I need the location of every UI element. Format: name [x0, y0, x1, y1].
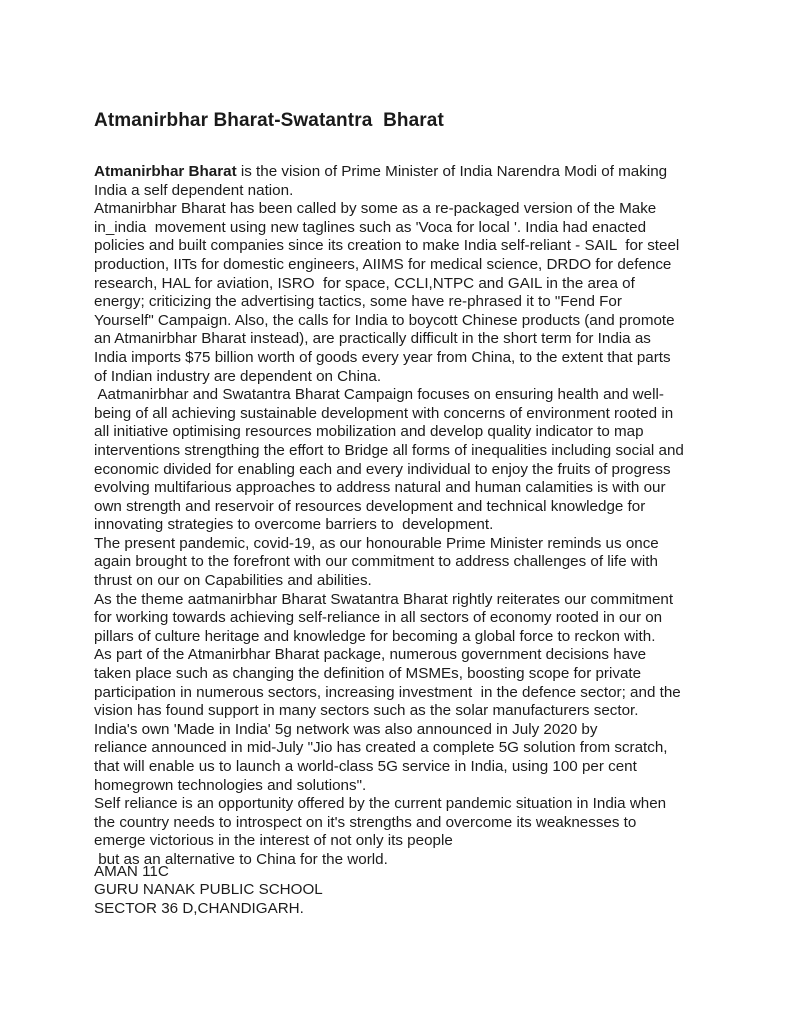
- body-line: innovating strategies to overcome barriers to development.: [94, 516, 494, 534]
- school-address: SECTOR 36 D,CHANDIGARH.: [94, 899, 304, 917]
- lead-rest-text: is the vision of Prime Minister of India Narendra Modi of making: [236, 163, 668, 180]
- body-line: Aatmanirbhar and Swatantra Bharat Campaign focuses on ensuring health and well-: [94, 386, 664, 404]
- body-line: energy; criticizing the advertising tactics, some have re-phrased it to "Fend For: [94, 293, 622, 311]
- body-line: own strength and reservoir of resources development and technical knowledge for: [94, 497, 646, 515]
- signature-block: [94, 863, 323, 918]
- body-line: production, IITs for domestic engineers, AIIMS for medical science, DRDO for defence: [94, 255, 672, 273]
- body-line: Self reliance is an opportunity offered by the current pandemic situation in India when: [94, 795, 667, 813]
- body-line: economic divided for enabling each and every individual to enjoy the fruits of progress: [94, 460, 671, 478]
- body-line: pillars of culture heritage and knowledge for becoming a global force to reckon with.: [94, 627, 656, 645]
- body-line: As part of the Atmanirbhar Bharat package, numerous government decisions have: [94, 646, 647, 664]
- author-name: AMAN 11C: [94, 863, 169, 880]
- body-line: India imports $75 billion worth of goods every year from China, to the extent that parts: [94, 348, 671, 366]
- body-line: taken place such as changing the definition of MSMEs, boosting scope for private: [94, 665, 642, 683]
- body-line: all initiative optimising resources mobilization and develop quality indicator to map: [94, 423, 644, 441]
- body-line: The present pandemic, covid-19, as our honourable Prime Minister reminds us once: [94, 534, 659, 552]
- school-name: GURU NANAK PUBLIC SCHOOL: [94, 881, 323, 899]
- body-line: reliance announced in mid-July "Jio has created a complete 5G solution from scratch,: [94, 739, 668, 757]
- body-line: As the theme aatmanirbhar Bharat Swatantra Bharat rightly reiterates our commitment: [94, 590, 674, 608]
- body-line: policies and built companies since its creation to make India self-reliant - SAIL for steel: [94, 237, 680, 255]
- body-line-lead: [94, 163, 774, 182]
- body-line: Atmanirbhar Bharat has been called by some as a re-packaged version of the Make: [94, 200, 657, 218]
- body-line: homegrown technologies and solutions".: [94, 776, 367, 794]
- lead-bold-text: Atmanirbhar Bharat: [94, 163, 237, 180]
- body-line: research, HAL for aviation, ISRO for space, CCLI,NTPC and GAIL in the area of: [94, 274, 635, 292]
- document-body: [94, 163, 774, 870]
- body-line: Yourself" Campaign. Also, the calls for India to boycott Chinese products (and promote: [94, 311, 675, 329]
- body-line: thrust on our on Capabilities and abilities.: [94, 572, 372, 590]
- body-line: being of all achieving sustainable development with concerns of environment rooted in: [94, 404, 674, 422]
- body-line: participation in numerous sectors, increasing investment in the defence sector; and the: [94, 683, 681, 701]
- body-line: interventions strengthing the effort to Bridge all forms of inequalities including social and: [94, 441, 684, 459]
- body-line: an Atmanirbhar Bharat instead), are practically difficult in the short term for India as: [94, 330, 651, 348]
- body-line: the country needs to introspect on it's strengths and overcome its weaknesses to: [94, 813, 637, 831]
- document-title: Atmanirbhar Bharat-Swatantra Bharat: [94, 110, 444, 131]
- body-line: again brought to the forefront with our commitment to address challenges of life with: [94, 553, 658, 571]
- body-line: that will enable us to launch a world-class 5G service in India, using 100 per cent: [94, 758, 637, 775]
- body-line: for working towards achieving self-reliance in all sectors of economy rooted in our on: [94, 609, 663, 627]
- body-line: evolving multifarious approaches to address natural and human calamities is with our: [94, 479, 666, 497]
- body-line: vision has found support in many sectors such as the solar manufacturers sector.: [94, 702, 639, 720]
- body-line: emerge victorious in the interest of not only its people: [94, 832, 453, 850]
- body-line: India's own 'Made in India' 5g network was also announced in July 2020 by: [94, 720, 598, 738]
- body-line: in_india movement using new taglines such as 'Voca for local '. India had enacted: [94, 218, 647, 236]
- body-line: India a self dependent nation.: [94, 181, 294, 199]
- body-line: but as an alternative to China for the world.: [94, 850, 388, 868]
- body-line: of Indian industry are dependent on China.: [94, 367, 382, 385]
